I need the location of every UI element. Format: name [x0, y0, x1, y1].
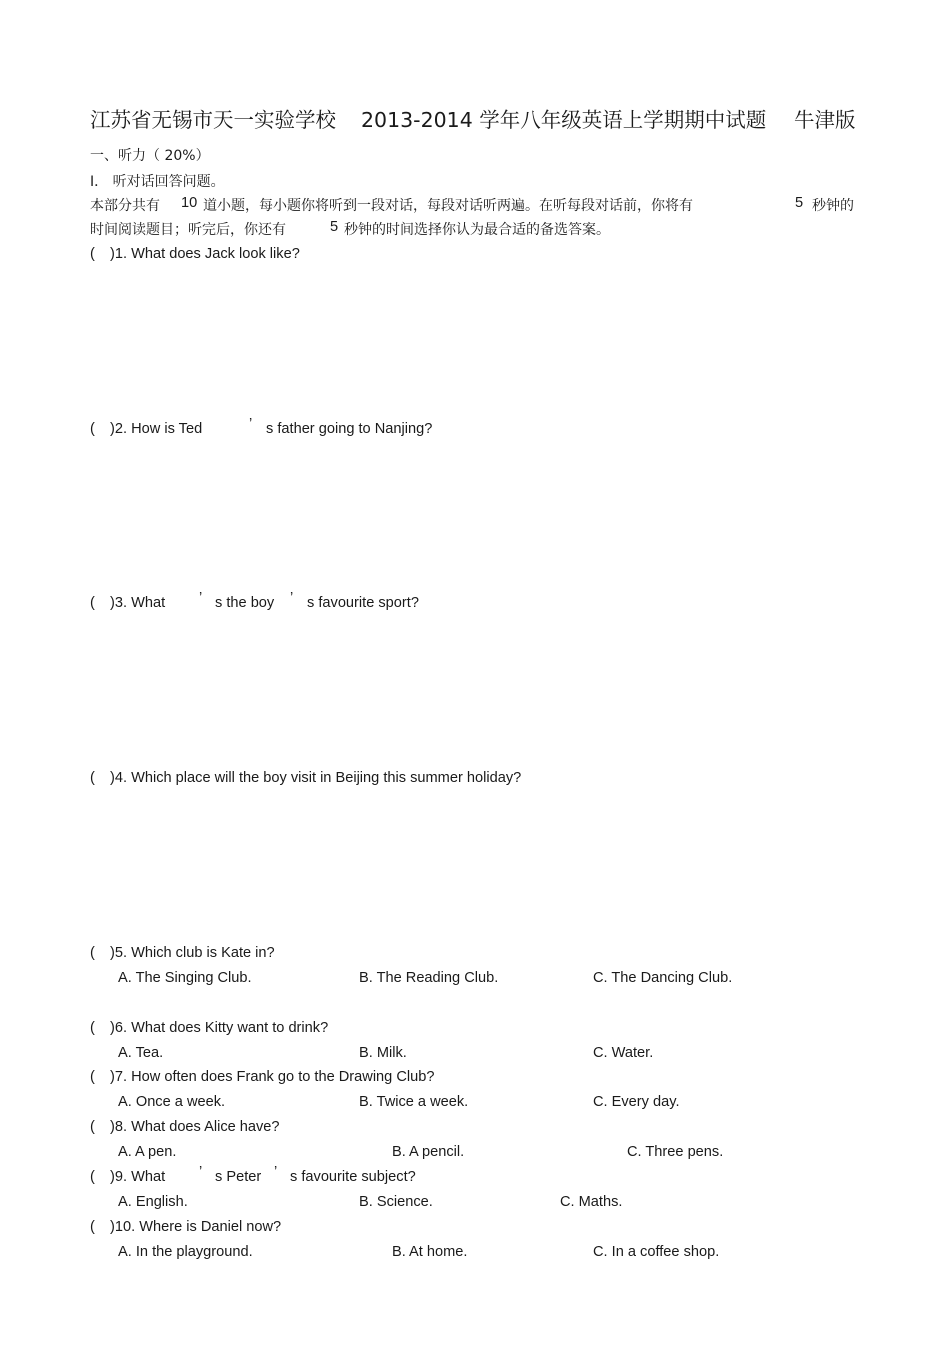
- option-a: A. English.: [118, 1194, 188, 1210]
- answer-paren: (: [90, 1069, 95, 1085]
- option-b: B. At home.: [392, 1244, 468, 1260]
- section-part-label: I． 听对话回答问题。: [90, 174, 225, 190]
- option-a: A. A pen.: [118, 1144, 177, 1160]
- instruction-line-1-b: 道小题，每小题你将听到一段对话，每段对话听两遍。在听每段对话前，你将有: [203, 198, 693, 214]
- question-text-part: s father going to Nanjing?: [266, 421, 433, 437]
- apostrophe: ’: [290, 590, 294, 606]
- question-text-part: s Peter: [215, 1169, 262, 1185]
- title-year-subject: 2013-2014 学年八年级英语上学期期中试题: [361, 108, 767, 132]
- option-b: B. Milk.: [359, 1045, 407, 1061]
- option-b: B. A pencil.: [392, 1144, 465, 1160]
- answer-paren: (: [90, 421, 95, 437]
- question-text-part: )2. How is Ted: [110, 421, 203, 437]
- answer-paren: (: [90, 246, 95, 262]
- apostrophe: ’: [249, 416, 253, 432]
- option-c: C. Maths.: [560, 1194, 623, 1210]
- instruction-line-2-b: 秒钟的时间选择你认为最合适的备选答案。: [344, 222, 610, 238]
- question-text: )4. Which place will the boy visit in Beijing this summer holiday?: [110, 770, 522, 786]
- title-school: 江苏省无锡市天一实验学校: [90, 108, 336, 132]
- question-text: )10. Where is Daniel now?: [110, 1219, 282, 1235]
- question-text: )7. How often does Frank go to the Drawing Club?: [110, 1069, 435, 1085]
- option-a: A. The Singing Club.: [118, 970, 252, 986]
- apostrophe: ’: [274, 1164, 278, 1180]
- question-text: )5. Which club is Kate in?: [110, 945, 275, 961]
- instruction-line-1-num-a: 10: [181, 195, 198, 211]
- answer-paren: (: [90, 1020, 95, 1036]
- answer-paren: (: [90, 1119, 95, 1135]
- question-text-part: )9. What: [110, 1169, 166, 1185]
- question-text-part: s favourite subject?: [290, 1169, 416, 1185]
- instruction-line-1-a: 本部分共有: [90, 198, 160, 214]
- option-b: B. Twice a week.: [359, 1094, 469, 1110]
- option-c: C. Every day.: [593, 1094, 680, 1110]
- section-heading: 一、听力（ 20%）: [90, 148, 210, 164]
- option-c: C. The Dancing Club.: [593, 970, 733, 986]
- apostrophe: ’: [199, 1164, 203, 1180]
- answer-paren: (: [90, 1219, 95, 1235]
- question-text: )1. What does Jack look like?: [110, 246, 300, 262]
- question-text: )8. What does Alice have?: [110, 1119, 280, 1135]
- option-b: B. Science.: [359, 1194, 433, 1210]
- option-a: A. Once a week.: [118, 1094, 226, 1110]
- option-a: A. In the playground.: [118, 1244, 253, 1260]
- title-edition: 牛津版: [794, 108, 856, 132]
- option-c: C. Three pens.: [627, 1144, 724, 1160]
- answer-paren: (: [90, 770, 95, 786]
- option-b: B. The Reading Club.: [359, 970, 499, 986]
- answer-paren: (: [90, 945, 95, 961]
- question-text-part: )3. What: [110, 595, 166, 611]
- option-a: A. Tea.: [118, 1045, 164, 1061]
- instruction-line-2-num-a: 5: [330, 219, 339, 235]
- apostrophe: ’: [199, 590, 203, 606]
- question-text-part: s favourite sport?: [307, 595, 419, 611]
- option-c: C. Water.: [593, 1045, 654, 1061]
- instruction-line-1-num-b: 5: [795, 195, 804, 211]
- option-c: C. In a coffee shop.: [593, 1244, 720, 1260]
- question-text: )6. What does Kitty want to drink?: [110, 1020, 329, 1036]
- question-text-part: s the boy: [215, 595, 275, 611]
- answer-paren: (: [90, 1169, 95, 1185]
- instruction-line-2-a: 时间阅读题目；听完后，你还有: [90, 222, 286, 238]
- answer-paren: (: [90, 595, 95, 611]
- instruction-line-1-c: 秒钟的: [812, 198, 854, 214]
